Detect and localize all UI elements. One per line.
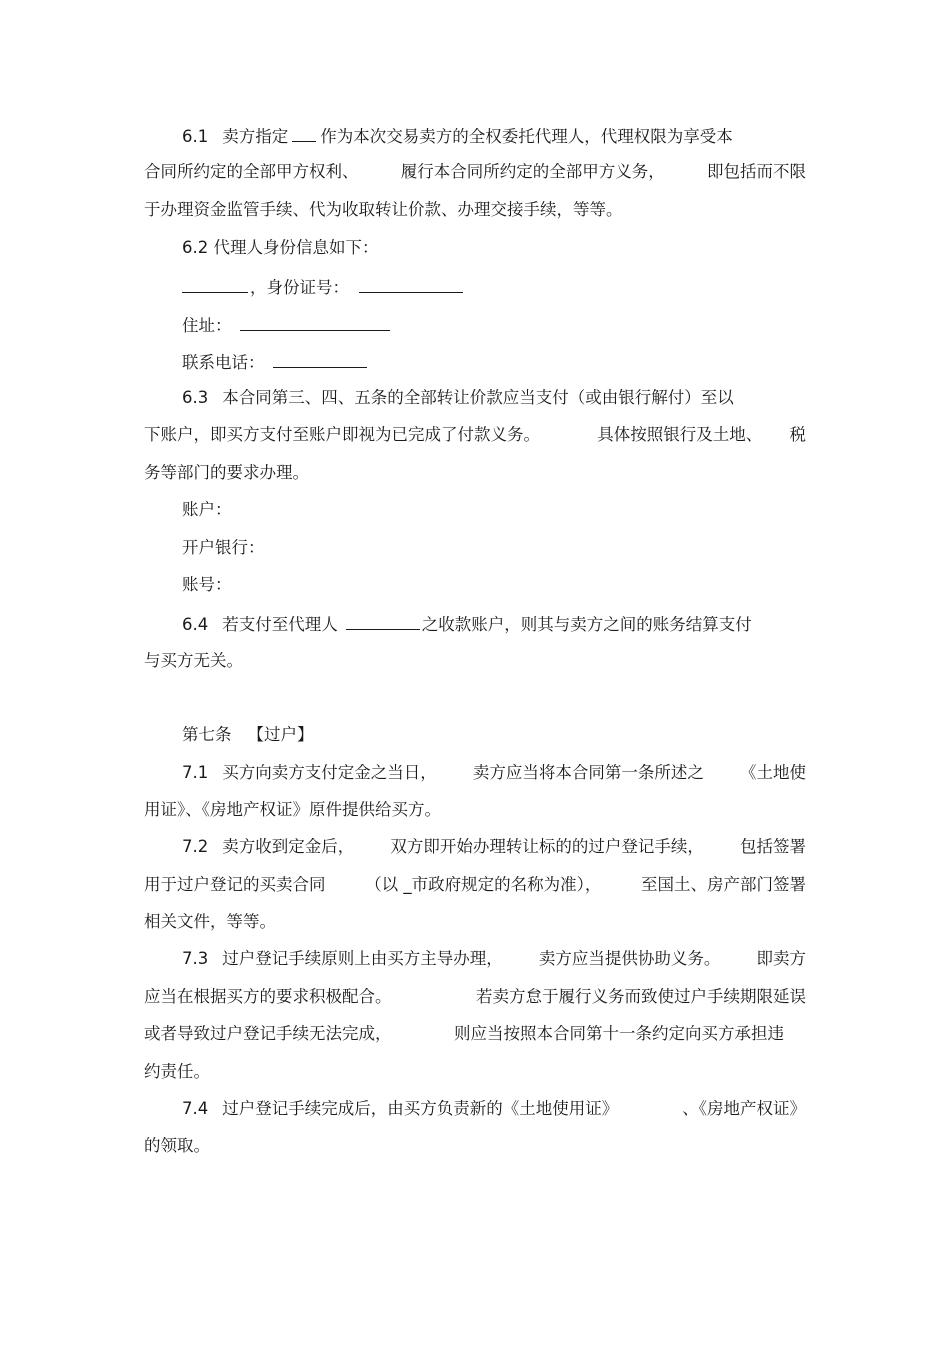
text-segment: 双方即开始办理转让标的的过户登记手续， — [390, 837, 704, 856]
text-segment: 之收款账户，则其与卖方之间的账务结算支付 — [421, 615, 752, 634]
text-segment: 履行本合同所约定的全部甲方义务， — [400, 162, 665, 181]
clause-7-2-line-3: 相关文件，等等。 — [144, 912, 276, 931]
text-segment: 《土地使 — [740, 763, 806, 782]
text-segment: 用于过户登记的买卖合同 — [144, 875, 326, 894]
text-segment: 即卖方 — [756, 949, 806, 968]
text-segment: 本合同第三、四、五条的全部转让价款应当支付（或由银行解付）至以 — [222, 388, 734, 407]
blank-field-id-number[interactable] — [359, 274, 463, 293]
clause-6-4-line-1 — [182, 611, 806, 635]
text-segment: 包括签署 — [740, 837, 806, 856]
clause-7-2-line-2 — [144, 873, 806, 897]
text-segment: 卖方应当将本合同第一条所述之 — [472, 763, 704, 782]
account-number-label: 账号： — [182, 575, 232, 594]
clause-6-1-line-1 — [182, 123, 806, 147]
blank-field-phone[interactable] — [273, 349, 367, 368]
clause-7-3-line-3 — [144, 1022, 784, 1046]
text-segment: 具体按照银行及土地、 — [597, 425, 763, 444]
agent-address-line — [182, 312, 806, 336]
text-segment: 则应当按照本合同第十一条约定向买方承担违 — [454, 1024, 784, 1043]
text-segment: 或者导致过户登记手续无法完成， — [144, 1024, 392, 1043]
text-segment: 至国土、房产部门签署 — [641, 875, 806, 894]
text-segment: （以 _市政府规定的名称为准）， — [365, 875, 602, 894]
clause-7-3-line-1 — [182, 947, 806, 971]
clause-7-4-line-2: 的领取。 — [144, 1136, 210, 1155]
text-group — [182, 947, 503, 971]
text-segment: 若支付至代理人 — [222, 615, 338, 634]
text-segment: 应当在根据买方的要求积极配合。 — [144, 987, 392, 1006]
text-segment: 过户登记手续原则上由买方主导办理， — [222, 949, 503, 968]
text-segment: 作为本次交易卖方的全权委托代理人，代理权限为享受本 — [320, 127, 733, 146]
clause-6-3-line-3: 务等部门的要求办理。 — [144, 463, 309, 482]
blank-field-agent-account[interactable] — [346, 611, 420, 630]
text-segment: 卖方指定 — [222, 127, 289, 146]
clause-number: 7.2 — [182, 837, 209, 856]
article-7-heading — [182, 723, 806, 747]
text-segment: 、《房地产权证》 — [682, 1099, 806, 1118]
clause-7-4-line-1 — [182, 1097, 806, 1121]
clause-7-2-line-1 — [182, 835, 806, 859]
article-title: 【过户】 — [247, 725, 314, 744]
id-number-label: ，身份证号： — [250, 278, 349, 297]
clause-7-3-line-4: 约责任。 — [144, 1062, 210, 1081]
account-label: 账户： — [182, 500, 232, 519]
blank-field-address[interactable] — [240, 312, 390, 331]
text-segment: 买方向卖方支付定金之当日， — [222, 763, 437, 782]
text-segment: 即包括而不限 — [707, 162, 806, 181]
text-group — [182, 835, 354, 859]
article-number: 第七条 — [182, 725, 232, 744]
clause-7-1-line-2: 用证》、《房地产权证》原件提供给买方。 — [144, 800, 441, 819]
blank-field-agent-name[interactable] — [182, 274, 248, 293]
clause-number: 7.1 — [182, 763, 209, 782]
text-segment: 过户登记手续完成后，由买方负责新的《土地使用证》 — [222, 1099, 619, 1118]
clause-number: 6.1 — [182, 127, 209, 146]
clause-7-3-line-2 — [144, 985, 806, 1009]
text-group — [182, 1097, 618, 1121]
clause-number: 6.3 — [182, 388, 209, 407]
clause-6-3-line-2 — [144, 423, 806, 447]
agent-name-id-line — [182, 274, 806, 298]
text-segment: 合同所约定的全部甲方权利、 — [144, 162, 359, 181]
text-segment: 下账户，即买方支付至账户即视为已完成了付款义务。 — [144, 425, 540, 444]
clause-7-1-line-1 — [182, 761, 806, 785]
agent-phone-line — [182, 349, 806, 373]
text-segment: 税 — [789, 425, 806, 444]
clause-number: 7.4 — [182, 1099, 209, 1118]
clause-6-1-line-3: 于办理资金监管手续、代为收取转让价款、办理交接手续，等等。 — [144, 200, 623, 219]
clause-6-4-line-2: 与买方无关。 — [144, 651, 243, 670]
clause-6-2-title: 6.2 代理人身份信息如下： — [182, 238, 379, 257]
address-label: 住址： — [182, 316, 232, 335]
text-group — [182, 761, 437, 785]
text-segment: 卖方收到定金后， — [222, 837, 355, 856]
clause-number: 6.4 — [182, 615, 209, 634]
bank-label: 开户银行： — [182, 538, 265, 557]
clause-6-3-line-1 — [182, 386, 806, 410]
phone-label: 联系电话： — [182, 353, 265, 372]
text-segment: 卖方应当提供协助义务。 — [538, 949, 721, 968]
text-segment: 若卖方怠于履行义务而致使过户手续期限延误 — [476, 987, 806, 1006]
clause-number: 7.3 — [182, 949, 209, 968]
blank-field-agent[interactable] — [292, 123, 316, 142]
clause-6-1-line-2 — [144, 160, 806, 184]
